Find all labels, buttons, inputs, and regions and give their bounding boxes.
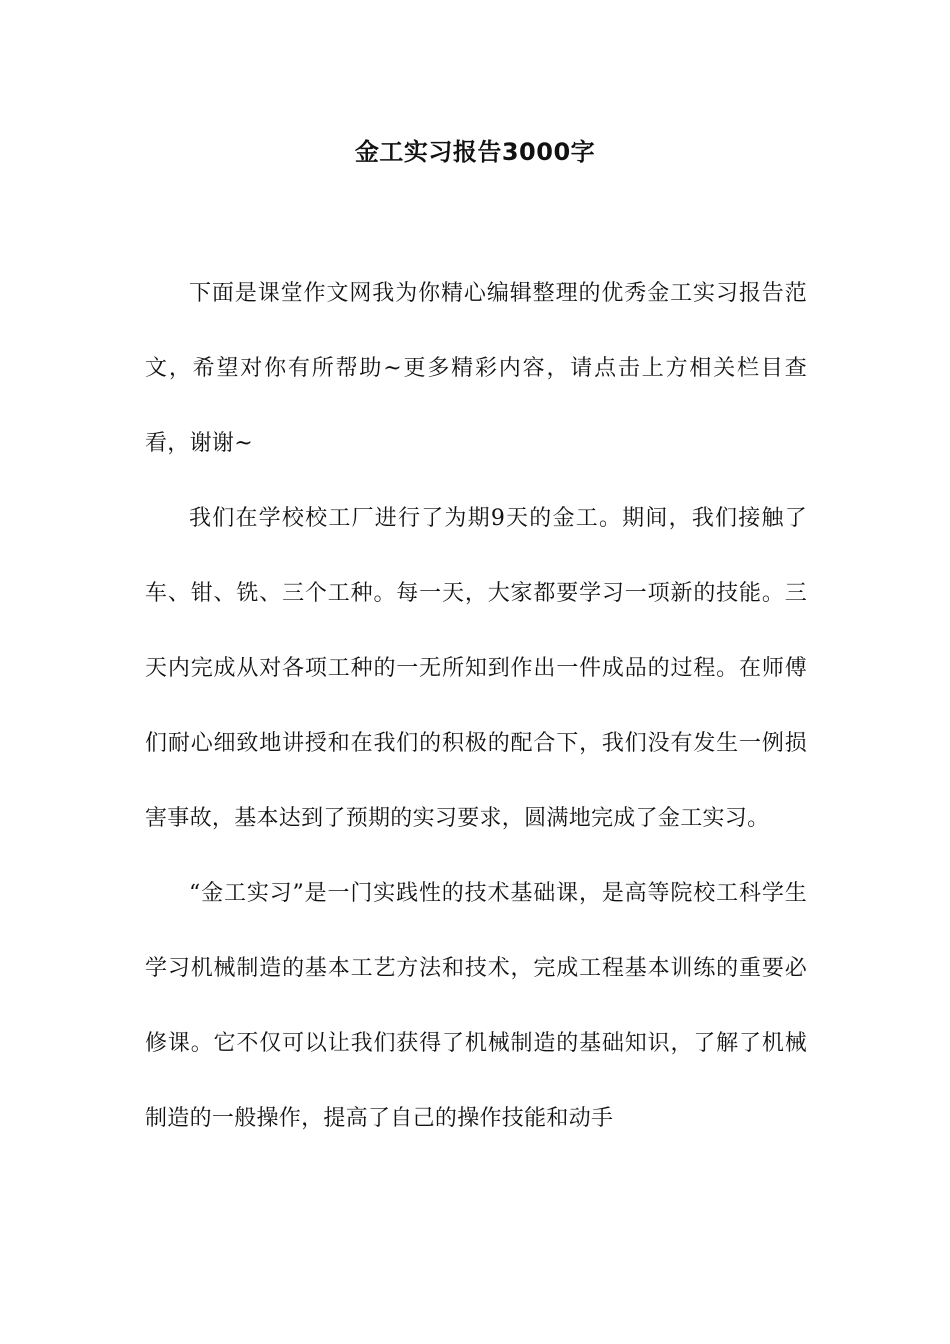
paragraph-course-description: “金工实习”是一门实践性的技术基础课，是高等院校工科学生学习机械制造的基本工艺方法和技术，完成工程基本训练的重要必修课。它不仅可以让我们获得了机械制造的基础知识，了解了机械制造的一般操作，提高了自己的操作技能和动手: [145, 881, 807, 1131]
paragraph-experience: 我们在学校校工厂进行了为期9天的金工。期间，我们接触了车、钳、铣、三个工种。每一天，大家都要学习一项新的技能。三天内完成从对各项工种的一无所知到作出一件成品的过程。在师傅们耐心细致地讲授和在我们的积极的配合下，我们没有发生一例损害事故，基本达到了预期的实习要求，圆满地完成了金工实习。: [145, 506, 807, 831]
document-body: [145, 256, 807, 1156]
document-title: 金工实习报告3000字: [354, 138, 596, 166]
paragraph-intro: 下面是课堂作文网我为你精心编辑整理的优秀金工实习报告范文，希望对你有所帮助~更多精彩内容，请点击上方相关栏目查看，谢谢~: [145, 281, 807, 456]
